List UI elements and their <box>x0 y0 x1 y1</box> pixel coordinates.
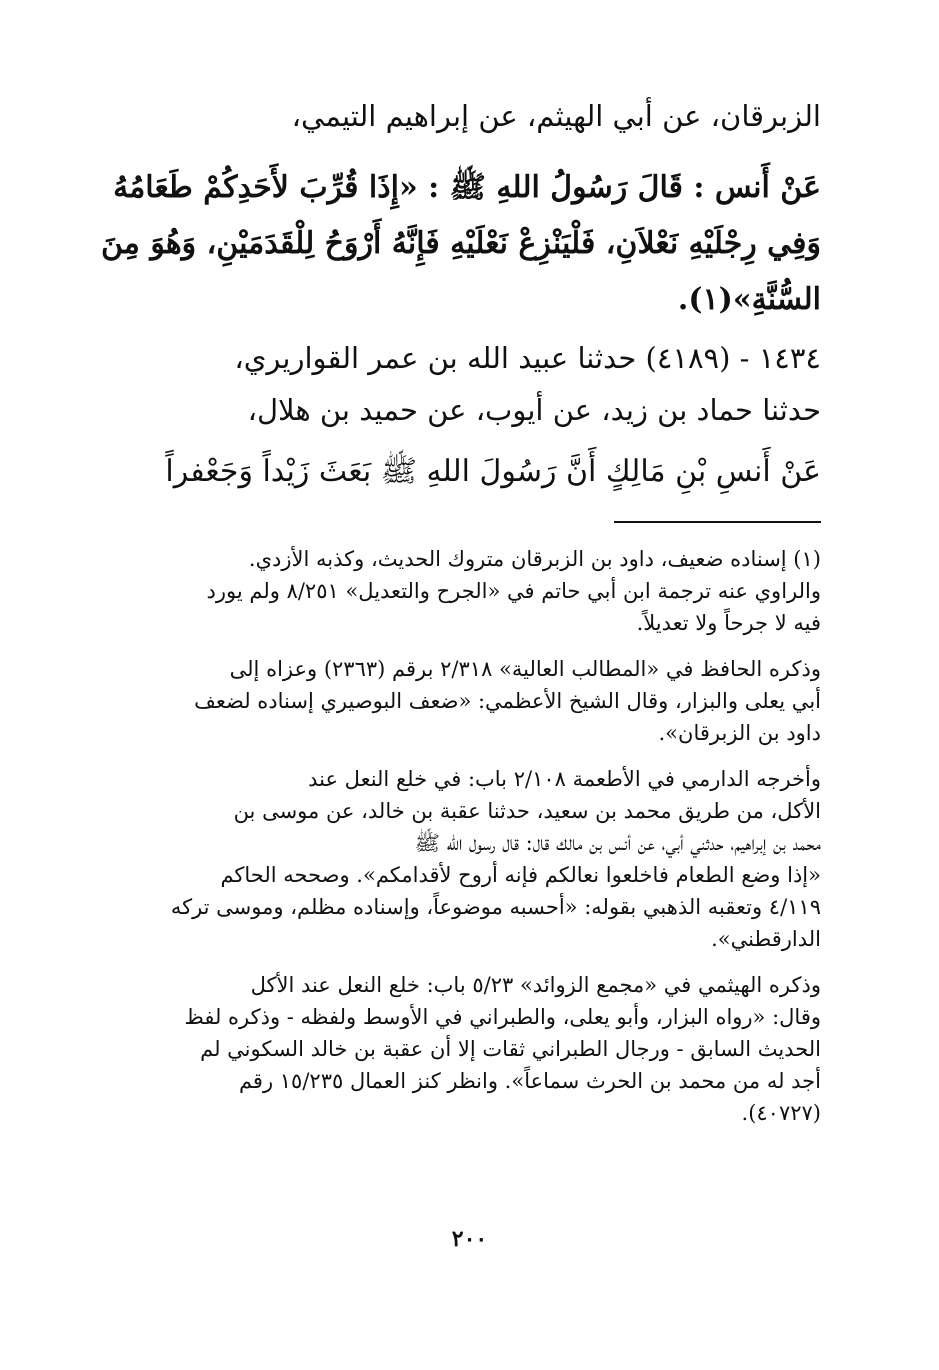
page-number: ٢٠٠ <box>451 1226 488 1252</box>
footnotes <box>118 543 821 1143</box>
hadith-text-bold <box>100 160 821 328</box>
footnote-paragraph <box>118 543 821 639</box>
footnote-line: والراوي عنه ترجمة ابن أبي حاتم في «الجرح والتعديل» ٨/٢٥١ ولم يورد <box>206 579 821 603</box>
footnote-line: ٤/١١٩ وتعقبه الذهبي بقوله: «أحسبه موضوعاً، وإسناده مظلم، وموسى تركه <box>170 895 821 919</box>
footnote-separator <box>614 521 821 523</box>
footnote-paragraph <box>118 763 821 955</box>
footnote-line: (٤٠٧٢٧). <box>741 1101 821 1125</box>
hadith-chain-1434 <box>110 332 821 436</box>
footnote-line: الدارقطني». <box>711 927 821 951</box>
footnote-line: «إذا وضع الطعام فاخلعوا نعالكم فإنه أروح لأقدامكم». وصححه الحاكم <box>220 863 821 887</box>
text-line: ١٤٣٤ - (٤١٨٩) حدثنا عبيد الله بن عمر القواريري، <box>234 341 821 375</box>
footnote-line: داود بن الزبرقان». <box>658 721 821 745</box>
footnote-line: وأخرجه الدارمي في الأطعمة ٢/١٠٨ باب: في خلع النعل عند <box>308 767 821 791</box>
footnote-line: الحديث السابق - ورجال الطبراني ثقات إلا أن عقبة بن خالد السكوني لم <box>200 1037 821 1061</box>
text-line: حدثنا حماد بن زيد، عن أيوب، عن حميد بن هلال، <box>247 393 821 427</box>
footnote-line: أبي يعلى والبزار، وقال الشيخ الأعظمي: «ضعف البوصيري إسناده لضعف <box>194 689 821 713</box>
footnote-line: أجد له من محمد بن الحرث سماعاً». وانظر كنز العمال ١٥/٢٣٥ رقم <box>238 1069 821 1093</box>
footnote-paragraph <box>118 969 821 1129</box>
text-line: وَفِي رِجْلَيْهِ نَعْلاَنِ، فَلْيَنْزِعْ نَعْلَيْهِ فَإِنَّهُ أَرْوَحُ لِلْقَدَمَيْنِ، وَهُوَ مِنَ <box>100 226 821 261</box>
footnote-line: فيه لا جرحاً ولا تعديلاً. <box>636 611 821 635</box>
hadith-chain-continuation <box>110 94 821 138</box>
footnote-line: وقال: «رواه البزار، وأبو يعلى، والطبراني في الأوسط ولفظه - وذكره لفظ <box>184 1005 821 1029</box>
footnote-line: (١) إسناده ضعيف، داود بن الزبرقان متروك الحديث، وكذبه الأزدي. <box>248 547 821 571</box>
text-line: عَنْ أَنسِ بْنِ مَالِكٍ أَنَّ رَسُولَ اللهِ ﷺ بَعَثَ زَيْداً وَجَعْفراً <box>165 454 821 489</box>
text-line: السُّنَّةِ»(١). <box>677 282 821 317</box>
footnote-line: وذكره الهيثمي في «مجمع الزوائد» ٥/٢٣ باب: خلع النعل عند الأكل <box>250 973 821 997</box>
footnote-paragraph <box>118 653 821 749</box>
footnote-line: الأكل، من طريق محمد بن سعيد، حدثنا عقبة بن خالد، عن موسى بن <box>233 799 821 823</box>
text-line: الزبرقان، عن أبي الهيثم، عن إبراهيم التيمي، <box>291 99 821 133</box>
footnote-line: وذكره الحافظ في «المطالب العالية» ٢/٣١٨ برقم (٢٣٦٣) وعزاه إلى <box>229 657 821 681</box>
footnote-line: محمد بن إبراهيم، حدثني أبي، عن أنس بن مالك قال: قال رسول الله ﷺ <box>414 831 821 855</box>
text-line: عَنْ أَنس : قَالَ رَسُولُ اللهِ ﷺ : «إِذَا قُرِّبَ لأَحَدِكُمْ طَعَامُهُ <box>113 170 821 205</box>
hadith-text-1434 <box>110 446 821 498</box>
